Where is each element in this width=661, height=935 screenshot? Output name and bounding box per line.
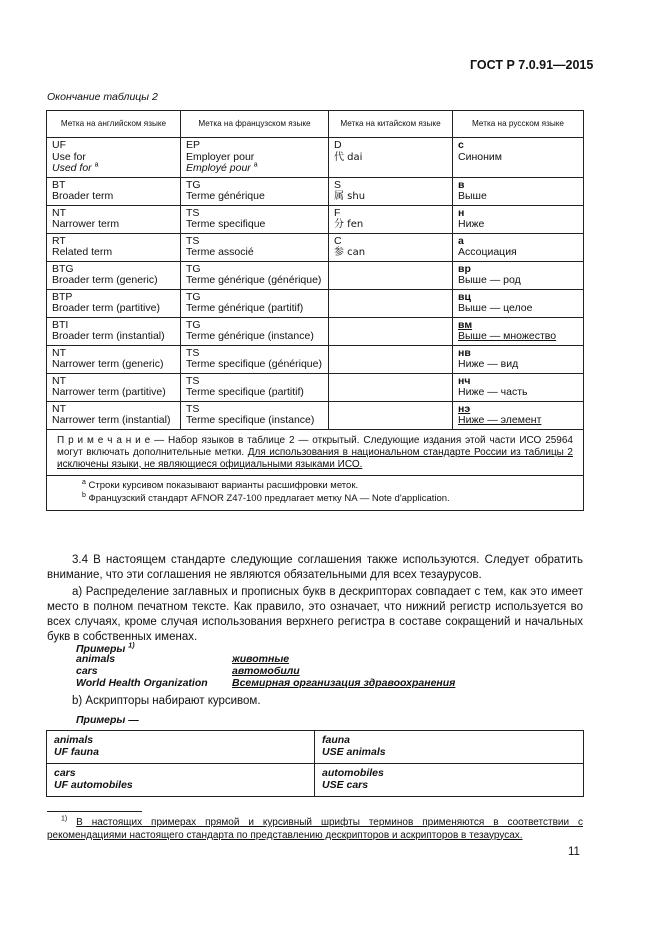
russian-label-cell: в Выше [453,177,584,205]
footnote-b: Французский стандарт AFNOR Z47-100 предлагает метку NA — Note d'application. [88,492,450,504]
table-row [47,205,584,233]
page-footnote: $^{1)}$ В настоящих примерах прямой и курсивный шрифты терминов применяются в соответствии с рекомендациями настоящего стандарта по представлению дескрипторов и аскрипторов в тезаурусах. [47,815,583,841]
table-note-row [47,429,584,475]
table-row [47,289,584,317]
paragraph-b: b) Аскрипторы набирают курсивом. [72,695,261,707]
example-ru: Всемирная организация здравоохранения [232,677,456,689]
footnote-a: Строки курсивом показывают варианты расшифровки меток. [88,479,359,491]
chinese-label-cell: D 代 dai [329,138,453,178]
example-cell: animals UF fauna [47,731,315,764]
ascriptor-examples-table [46,730,584,797]
example-cell: automobiles USE cars [315,764,584,797]
russian-label-cell: вр Выше — род [453,261,584,289]
examples-label-2: Примеры — [76,714,139,726]
french-label-cell: TS Terme specifique (générique) [181,345,329,373]
example-ru: животные [232,653,290,665]
table-row [47,233,584,261]
french-label-cell: TG Terme générique (instance) [181,317,329,345]
chinese-label-cell [329,345,453,373]
english-label-cell: BT Broader term [47,177,181,205]
english-label-cell: BTI Broader term (instantial) [47,317,181,345]
paragraph-a: а) Распределение заглавных и прописных букв в дескрипторах совпадает с тем, как это имеет место в полном печатном тексте. Как правило, это означает, что нижний регистр используется во всех случаях, кроме случая использования верхнего регистра в составе сокращений и начальных букв в собственных именах. [47,586,583,643]
example-cell: cars UF automobiles [47,764,315,797]
page-number: 11 [568,846,580,858]
russian-label-cell: вм Выше — множество [453,317,584,345]
russian-label-cell: н Ниже [453,205,584,233]
table-row [47,261,584,289]
russian-label-cell: с Синоним [453,138,584,178]
french-label-cell: TG Terme générique [181,177,329,205]
column-header: Метка на русском языке [453,111,584,138]
paragraph-3-4: 3.4 В настоящем стандарте следующие соглашения также используются. Следует обратить внимание, что эти соглашения не являются обязательными для всех тезаурусов. [47,554,583,581]
english-label-cell: NT Narrower term (instantial) [47,401,181,429]
document-code: ГОСТ Р 7.0.91—2015 [470,58,594,72]
french-label-cell: TG Terme générique (générique) [181,261,329,289]
english-label-cell: BTG Broader term (generic) [47,261,181,289]
russian-label-cell: нэ Ниже — элемент [453,401,584,429]
examples-label: Примеры $^{1)}$ [76,642,135,655]
english-label-cell: UF Use for Used for $^a$ [47,138,181,178]
russian-label-cell: нч Ниже — часть [453,373,584,401]
table-row [47,373,584,401]
english-label-cell: NT Narrower term (generic) [47,345,181,373]
french-label-cell: TS Terme specifique [181,205,329,233]
chinese-label-cell: C 参 can [329,233,453,261]
label-table [46,110,584,511]
footnote-divider [47,811,142,812]
example-en: cars [76,665,98,677]
chinese-label-cell [329,317,453,345]
english-label-cell: RT Related term [47,233,181,261]
table-header-row [47,111,584,138]
column-header: Метка на английском языке [47,111,181,138]
english-label-cell: NT Narrower term (partitive) [47,373,181,401]
chinese-label-cell [329,289,453,317]
table-row [47,177,584,205]
example-cell: fauna USE animals [315,731,584,764]
table-row [47,764,584,797]
english-label-cell: NT Narrower term [47,205,181,233]
table-note: П р и м е ч а н и е — Набор языков в таблице 2 — открытый. Следующие издания этой части ИСО 25964 могут включать дополнительные метки. Для использования в национальном стандарте России из таблицы 2 исключены языки, не являющиеся официальными языками ИСО. [47,429,584,475]
french-label-cell: EP Employer pour Employé pour $^a$ [181,138,329,178]
column-header: Метка на китайском языке [329,111,453,138]
table-row [47,317,584,345]
example-en: animals [76,653,116,665]
table-caption: Окончание таблицы 2 [47,91,158,103]
table-footnotes-row [47,475,584,510]
french-label-cell: TG Terme générique (partitif) [181,289,329,317]
french-label-cell: TS Terme associé [181,233,329,261]
example-en: World Health Organization [76,677,208,689]
table-row [47,731,584,764]
chinese-label-cell: F 分 fen [329,205,453,233]
chinese-label-cell [329,401,453,429]
french-label-cell: TS Terme specifique (instance) [181,401,329,429]
english-label-cell: BTP Broader term (partitive) [47,289,181,317]
russian-label-cell: нв Ниже — вид [453,345,584,373]
russian-label-cell: а Ассоциация [453,233,584,261]
table-row [47,345,584,373]
chinese-label-cell [329,373,453,401]
french-label-cell: TS Terme specifique (partitif) [181,373,329,401]
table-footnotes: $^a$ Строки курсивом показывают варианты расшифровки меток. $^b$ Французский стандарт AFNOR Z47-100 предлагает метку NA — Note d'application. [47,475,584,510]
chinese-label-cell [329,261,453,289]
column-header: Метка на французском языке [181,111,329,138]
russian-label-cell: вц Выше — целое [453,289,584,317]
example-ru: автомобили [232,665,300,677]
chinese-label-cell: S 属 shu [329,177,453,205]
table-row [47,401,584,429]
table-row [47,138,584,178]
